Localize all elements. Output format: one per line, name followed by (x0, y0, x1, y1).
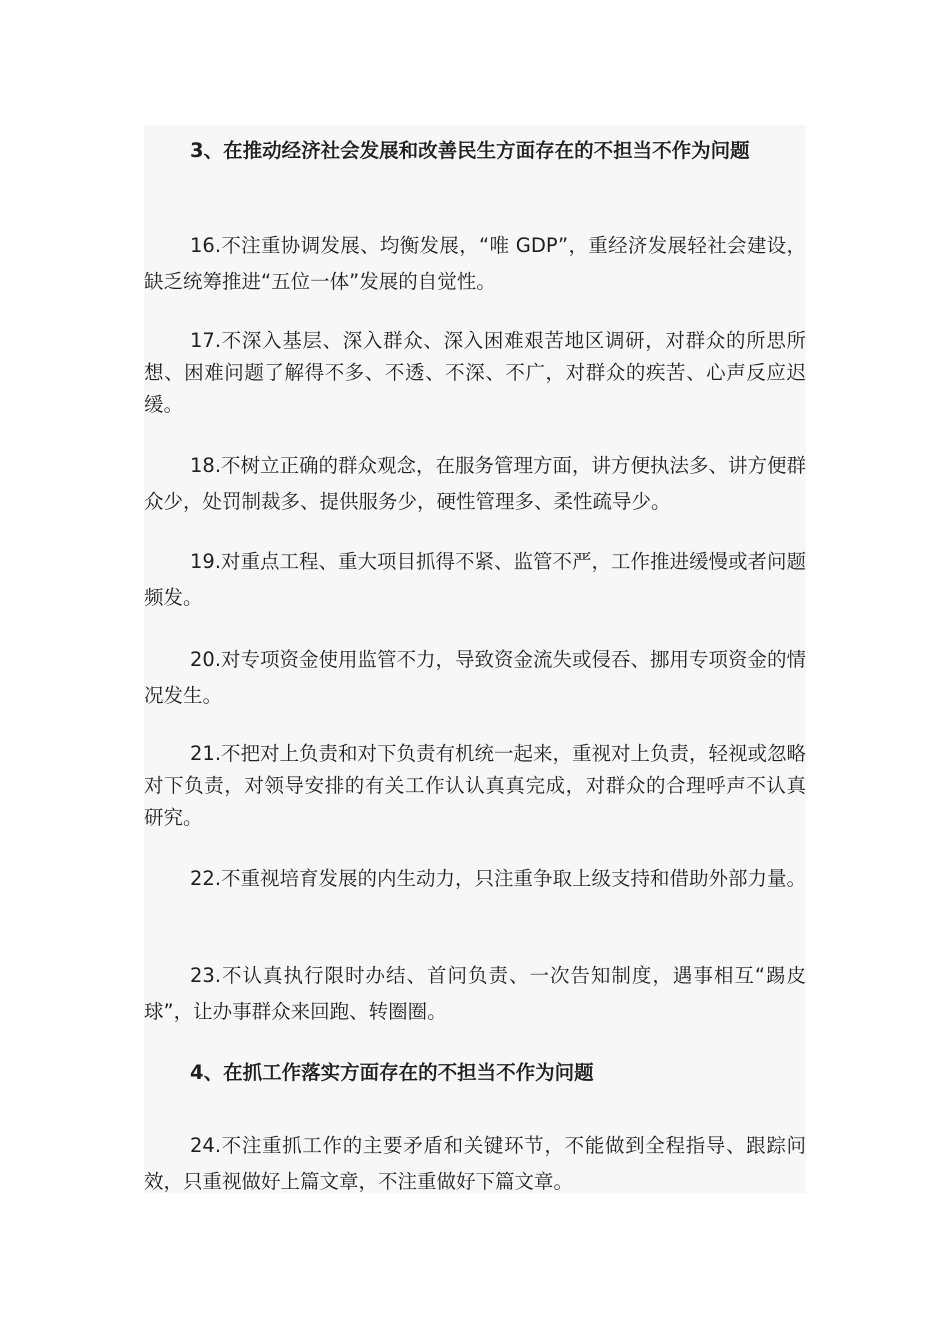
list-item: 17.不深入基层、深入群众、深入困难艰苦地区调研，对群众的所思所想、困难问题了解得不多、不透、不深、不广，对群众的疾苦、心声反应迟缓。 (144, 329, 806, 416)
list-item: 24.不注重抓工作的主要矛盾和关键环节，不能做到全程指导、跟踪问效，只重视做好上篇文章，不注重做好下篇文章。 (144, 1134, 806, 1193)
list-item: 21.不把对上负责和对下负责有机统一起来，重视对上负责，轻视或忽略对下负责，对领导安排的有关工作认认真真完成，对群众的合理呼声不认真研究。 (144, 742, 807, 829)
document-body (144, 125, 806, 1193)
list-item: 23.不认真执行限时办结、首问负责、一次告知制度，遇事相互“踢皮球”，让办事群众来回跑、转圈圈。 (144, 964, 806, 1023)
section-heading-3: 3、在推动经济社会发展和改善民生方面存在的不担当不作为问题 (190, 139, 750, 162)
list-item: 22.不重视培育发展的内生动力，只注重争取上级支持和借助外部力量。 (190, 867, 807, 890)
list-item: 18.不树立正确的群众观念，在服务管理方面，讲方便执法多、讲方便群众少，处罚制裁多、提供服务少，硬性管理多、柔性疏导少。 (144, 454, 807, 513)
section-heading-4: 4、在抓工作落实方面存在的不担当不作为问题 (190, 1061, 594, 1084)
list-item: 16.不注重协调发展、均衡发展，“唯 GDP”，重经济发展轻社会建设，缺乏统筹推进“五位一体”发展的自觉性。 (144, 234, 806, 293)
list-item: 19.对重点工程、重大项目抓得不紧、监管不严，工作推进缓慢或者问题频发。 (144, 550, 807, 609)
list-item: 20.对专项资金使用监管不力，导致资金流失或侵吞、挪用专项资金的情况发生。 (144, 648, 807, 707)
